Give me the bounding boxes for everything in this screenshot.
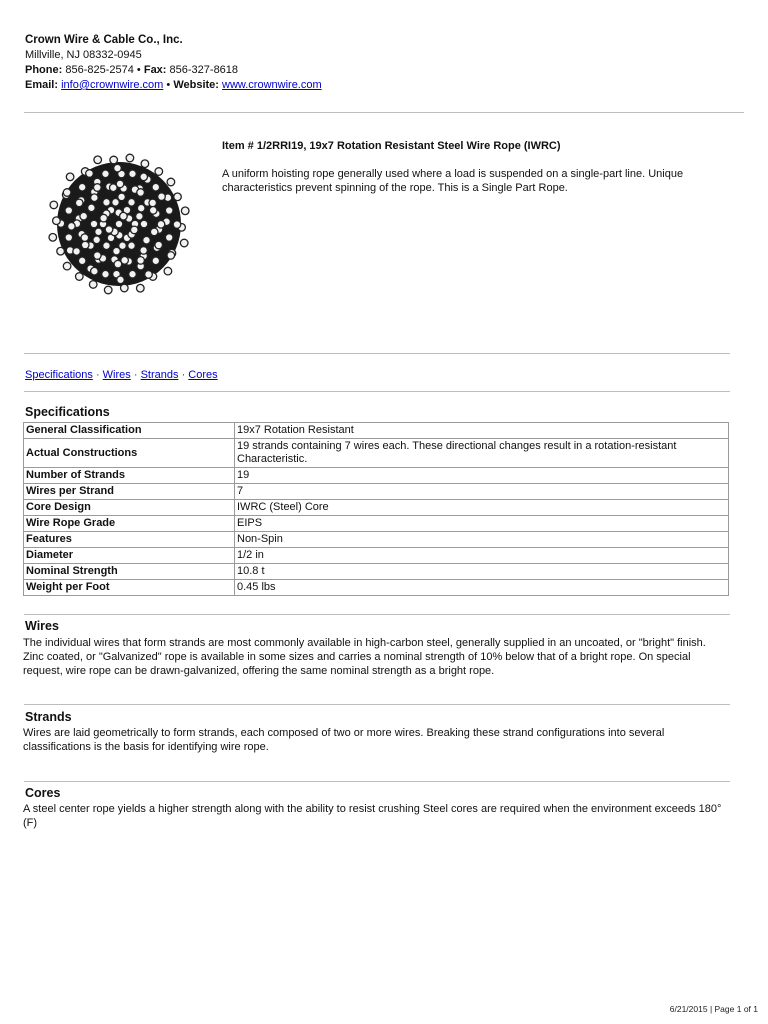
wire-circle — [78, 257, 86, 265]
spec-value: IWRC (Steel) Core — [235, 500, 729, 516]
wire-circle — [57, 247, 65, 255]
wire-circle — [81, 234, 89, 242]
wire-circle — [158, 193, 166, 201]
spec-label: Nominal Strength — [24, 564, 235, 580]
divider — [24, 353, 730, 354]
wire-circle — [149, 199, 157, 207]
wire-circle — [103, 199, 111, 207]
wire-circle — [145, 271, 153, 279]
anchor-link-specifications[interactable]: Specifications — [25, 369, 93, 381]
phone-label: Phone: — [25, 64, 63, 76]
wire-circle — [137, 284, 145, 292]
wire-circle — [126, 154, 134, 162]
wire-circle — [136, 213, 144, 221]
wire-circle — [65, 234, 73, 242]
anchor-separator: · — [95, 369, 100, 381]
wire-circle — [94, 156, 102, 164]
spec-value: 7 — [235, 484, 729, 500]
table-row — [24, 423, 729, 439]
table-row — [24, 516, 729, 532]
item-description: A uniform hoisting rope generally used where a load is suspended on a single-part line. Unique characteristics prevent spinning of the rope. This is a Single Part Rope. — [222, 168, 684, 194]
table-row — [24, 564, 729, 580]
fax-label: Fax: — [143, 64, 167, 76]
wire-circle — [129, 270, 137, 278]
specifications-heading: Specifications — [25, 405, 110, 419]
anchor-link-strands[interactable]: Strands — [140, 369, 179, 381]
wire-circle — [75, 199, 83, 207]
wire-circle — [181, 207, 189, 215]
spec-value: 19 strands containing 7 wires each. These directional changes result in a rotation-resistant Characteristic. — [235, 439, 729, 468]
spec-label: Diameter — [24, 548, 235, 564]
wire-circle — [103, 242, 111, 250]
wire-circle — [152, 257, 160, 265]
spec-value: 19 — [235, 468, 729, 484]
email-link[interactable]: info@crownwire.com — [61, 79, 164, 91]
wire-circle — [73, 248, 81, 256]
wire-circle — [66, 173, 74, 181]
divider — [24, 391, 730, 392]
wires-heading: Wires — [25, 619, 59, 633]
wire-circle — [116, 180, 124, 188]
wire-circle — [49, 234, 57, 242]
spec-label: General Classification — [24, 423, 235, 439]
wire-circle — [167, 178, 175, 186]
print-footer: 6/21/2015 | Page 1 of 1 — [669, 1004, 758, 1014]
wire-circle — [95, 228, 103, 236]
anchor-link-wires[interactable]: Wires — [102, 369, 131, 381]
contact-line — [25, 63, 322, 78]
spec-value: 10.8 t — [235, 564, 729, 580]
wire-circle — [140, 247, 148, 255]
wire-circle — [90, 220, 98, 228]
bullet-separator: • — [166, 79, 171, 91]
wire-circle — [128, 242, 136, 250]
wire-circle — [143, 236, 151, 244]
wire-circle — [105, 226, 113, 234]
wire-circle — [165, 207, 173, 215]
wire-circle — [80, 212, 88, 220]
anchor-separator: · — [133, 369, 138, 381]
wire-rope-cross-section-icon — [24, 136, 214, 316]
spec-value: Non-Spin — [235, 532, 729, 548]
wire-circle — [174, 193, 182, 201]
wire-circle — [78, 183, 86, 191]
wire-circle — [94, 252, 102, 260]
wire-circle — [173, 221, 181, 229]
spec-label: Weight per Foot — [24, 580, 235, 596]
spec-value: 19x7 Rotation Resistant — [235, 423, 729, 439]
wire-circle — [140, 220, 148, 228]
email-label: Email: — [25, 79, 59, 91]
wire-circle — [152, 183, 160, 191]
wire-circle — [157, 221, 165, 229]
wire-circle — [164, 267, 172, 275]
spec-label: Actual Constructions — [24, 439, 235, 468]
wire-circle — [119, 242, 127, 250]
wire-circle — [104, 286, 112, 294]
wire-circle — [115, 220, 123, 228]
wire-circle — [63, 262, 71, 270]
spec-label: Number of Strands — [24, 468, 235, 484]
company-name: Crown Wire & Cable Co., Inc. — [25, 34, 183, 46]
wires-text: The individual wires that form strands are most commonly available in high-carbon steel, generally supplied in an uncoated, or "bright" finish. Zinc coated, or "Galvanized" rope is available in some sizes and carries a nominal strength of 10% below that of a bright rope. On special request, wire rope can be drawn-galvanized, offering the same nominal strength as a bright rope. — [23, 637, 706, 677]
wire-circle — [102, 270, 110, 278]
wire-circle — [165, 234, 173, 242]
strands-heading: Strands — [25, 710, 72, 724]
fax-number: 856-327-8618 — [169, 64, 239, 76]
wire-circle — [76, 273, 84, 281]
table-row — [24, 548, 729, 564]
wire-circle — [50, 201, 58, 209]
wire-circle — [93, 236, 101, 244]
wire-circle — [91, 194, 99, 202]
wire-circle — [137, 189, 145, 197]
divider — [24, 781, 730, 782]
table-row — [24, 484, 729, 500]
wire-circle — [150, 228, 158, 236]
website-link[interactable]: www.crownwire.com — [222, 79, 322, 91]
wire-circle — [129, 170, 137, 178]
wire-circle — [120, 212, 128, 220]
cores-text: A steel center rope yields a higher strength along with the ability to resist crushing Steel cores are required when the environment exceeds 180°(F) — [23, 803, 722, 829]
section-anchor-links — [25, 369, 218, 381]
table-row — [24, 580, 729, 596]
spec-label: Wires per Strand — [24, 484, 235, 500]
wire-circle — [86, 170, 94, 178]
spec-label: Wire Rope Grade — [24, 516, 235, 532]
specifications-table — [23, 422, 729, 596]
wire-circle — [128, 199, 136, 207]
wire-circle — [100, 214, 108, 222]
wire-circle — [149, 207, 157, 215]
wire-circle — [88, 204, 96, 212]
anchor-separator: · — [181, 369, 186, 381]
wire-circle — [89, 281, 97, 289]
wire-circle — [140, 173, 148, 181]
wire-circle — [131, 226, 139, 234]
header-divider — [24, 112, 744, 113]
wire-circle — [155, 241, 163, 249]
divider — [24, 614, 730, 615]
table-row — [24, 500, 729, 516]
wire-circle — [180, 239, 188, 247]
spec-label: Core Design — [24, 500, 235, 516]
wire-circle — [114, 164, 122, 172]
wire-circle — [117, 276, 125, 284]
wire-circle — [94, 184, 102, 192]
wire-circle — [63, 189, 71, 197]
wire-circle — [81, 241, 89, 249]
wire-circle — [137, 257, 145, 265]
table-row — [24, 468, 729, 484]
wire-circle — [167, 252, 175, 260]
spec-value: 0.45 lbs — [235, 580, 729, 596]
spec-value: 1/2 in — [235, 548, 729, 564]
spec-value: EIPS — [235, 516, 729, 532]
wire-circle — [112, 199, 120, 207]
email-website-line — [25, 78, 322, 93]
website-label: Website: — [173, 79, 219, 91]
spec-label: Features — [24, 532, 235, 548]
divider — [24, 704, 730, 705]
wire-circle — [91, 267, 99, 275]
wire-circle — [137, 204, 145, 212]
cores-heading: Cores — [25, 786, 61, 800]
wire-circle — [110, 156, 118, 164]
bullet-separator: • — [136, 64, 141, 76]
wire-circle — [102, 170, 110, 178]
item-title: Item # 1/2RRI19, 19x7 Rotation Resistant Steel Wire Rope (IWRC) — [222, 140, 561, 152]
wire-circle — [141, 160, 149, 168]
wire-circle — [114, 260, 122, 268]
anchor-link-cores[interactable]: Cores — [188, 369, 218, 381]
table-row — [24, 532, 729, 548]
wire-circle — [121, 284, 129, 292]
wire-circle — [68, 223, 76, 231]
strands-text: Wires are laid geometrically to form strands, each composed of two or more wires. Breaking these strand configurations into several classifications is the basis for identifying wire rope. — [23, 727, 665, 753]
wire-circle — [65, 207, 73, 215]
wire-circle — [155, 168, 163, 176]
company-address: Millville, NJ 08332-0945 — [25, 49, 142, 61]
product-image — [24, 136, 214, 316]
phone-number: 856-825-2574 — [65, 64, 134, 76]
wire-circle — [53, 217, 61, 225]
table-row — [24, 439, 729, 468]
company-header — [25, 33, 322, 93]
